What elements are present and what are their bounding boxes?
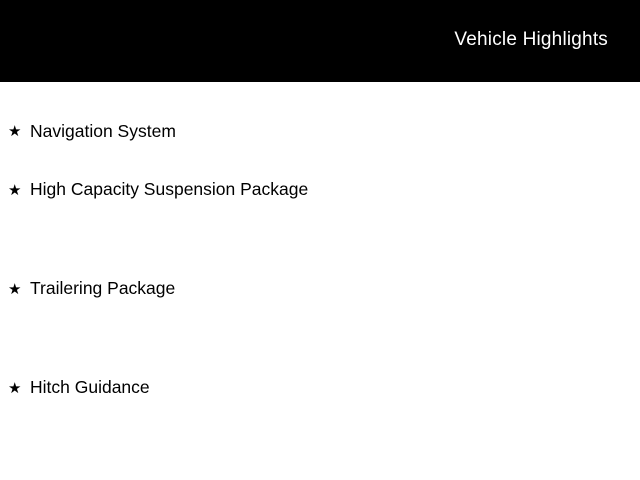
star-icon: ★ — [8, 123, 22, 140]
list-item — [0, 280, 640, 379]
star-icon: ★ — [8, 281, 22, 298]
star-icon: ★ — [8, 380, 22, 397]
feature-label: Hitch Guidance — [30, 377, 150, 397]
header-bar — [0, 0, 640, 82]
star-icon: ★ — [8, 182, 22, 199]
list-item — [0, 379, 640, 478]
feature-label: Trailering Package — [30, 278, 176, 298]
list-item — [0, 82, 640, 181]
feature-label: Navigation System — [30, 120, 176, 141]
page-title: Vehicle Highlights — [454, 29, 608, 50]
feature-label: High Capacity Suspension Package — [30, 179, 309, 199]
list-item — [0, 181, 640, 280]
feature-list — [0, 82, 640, 478]
